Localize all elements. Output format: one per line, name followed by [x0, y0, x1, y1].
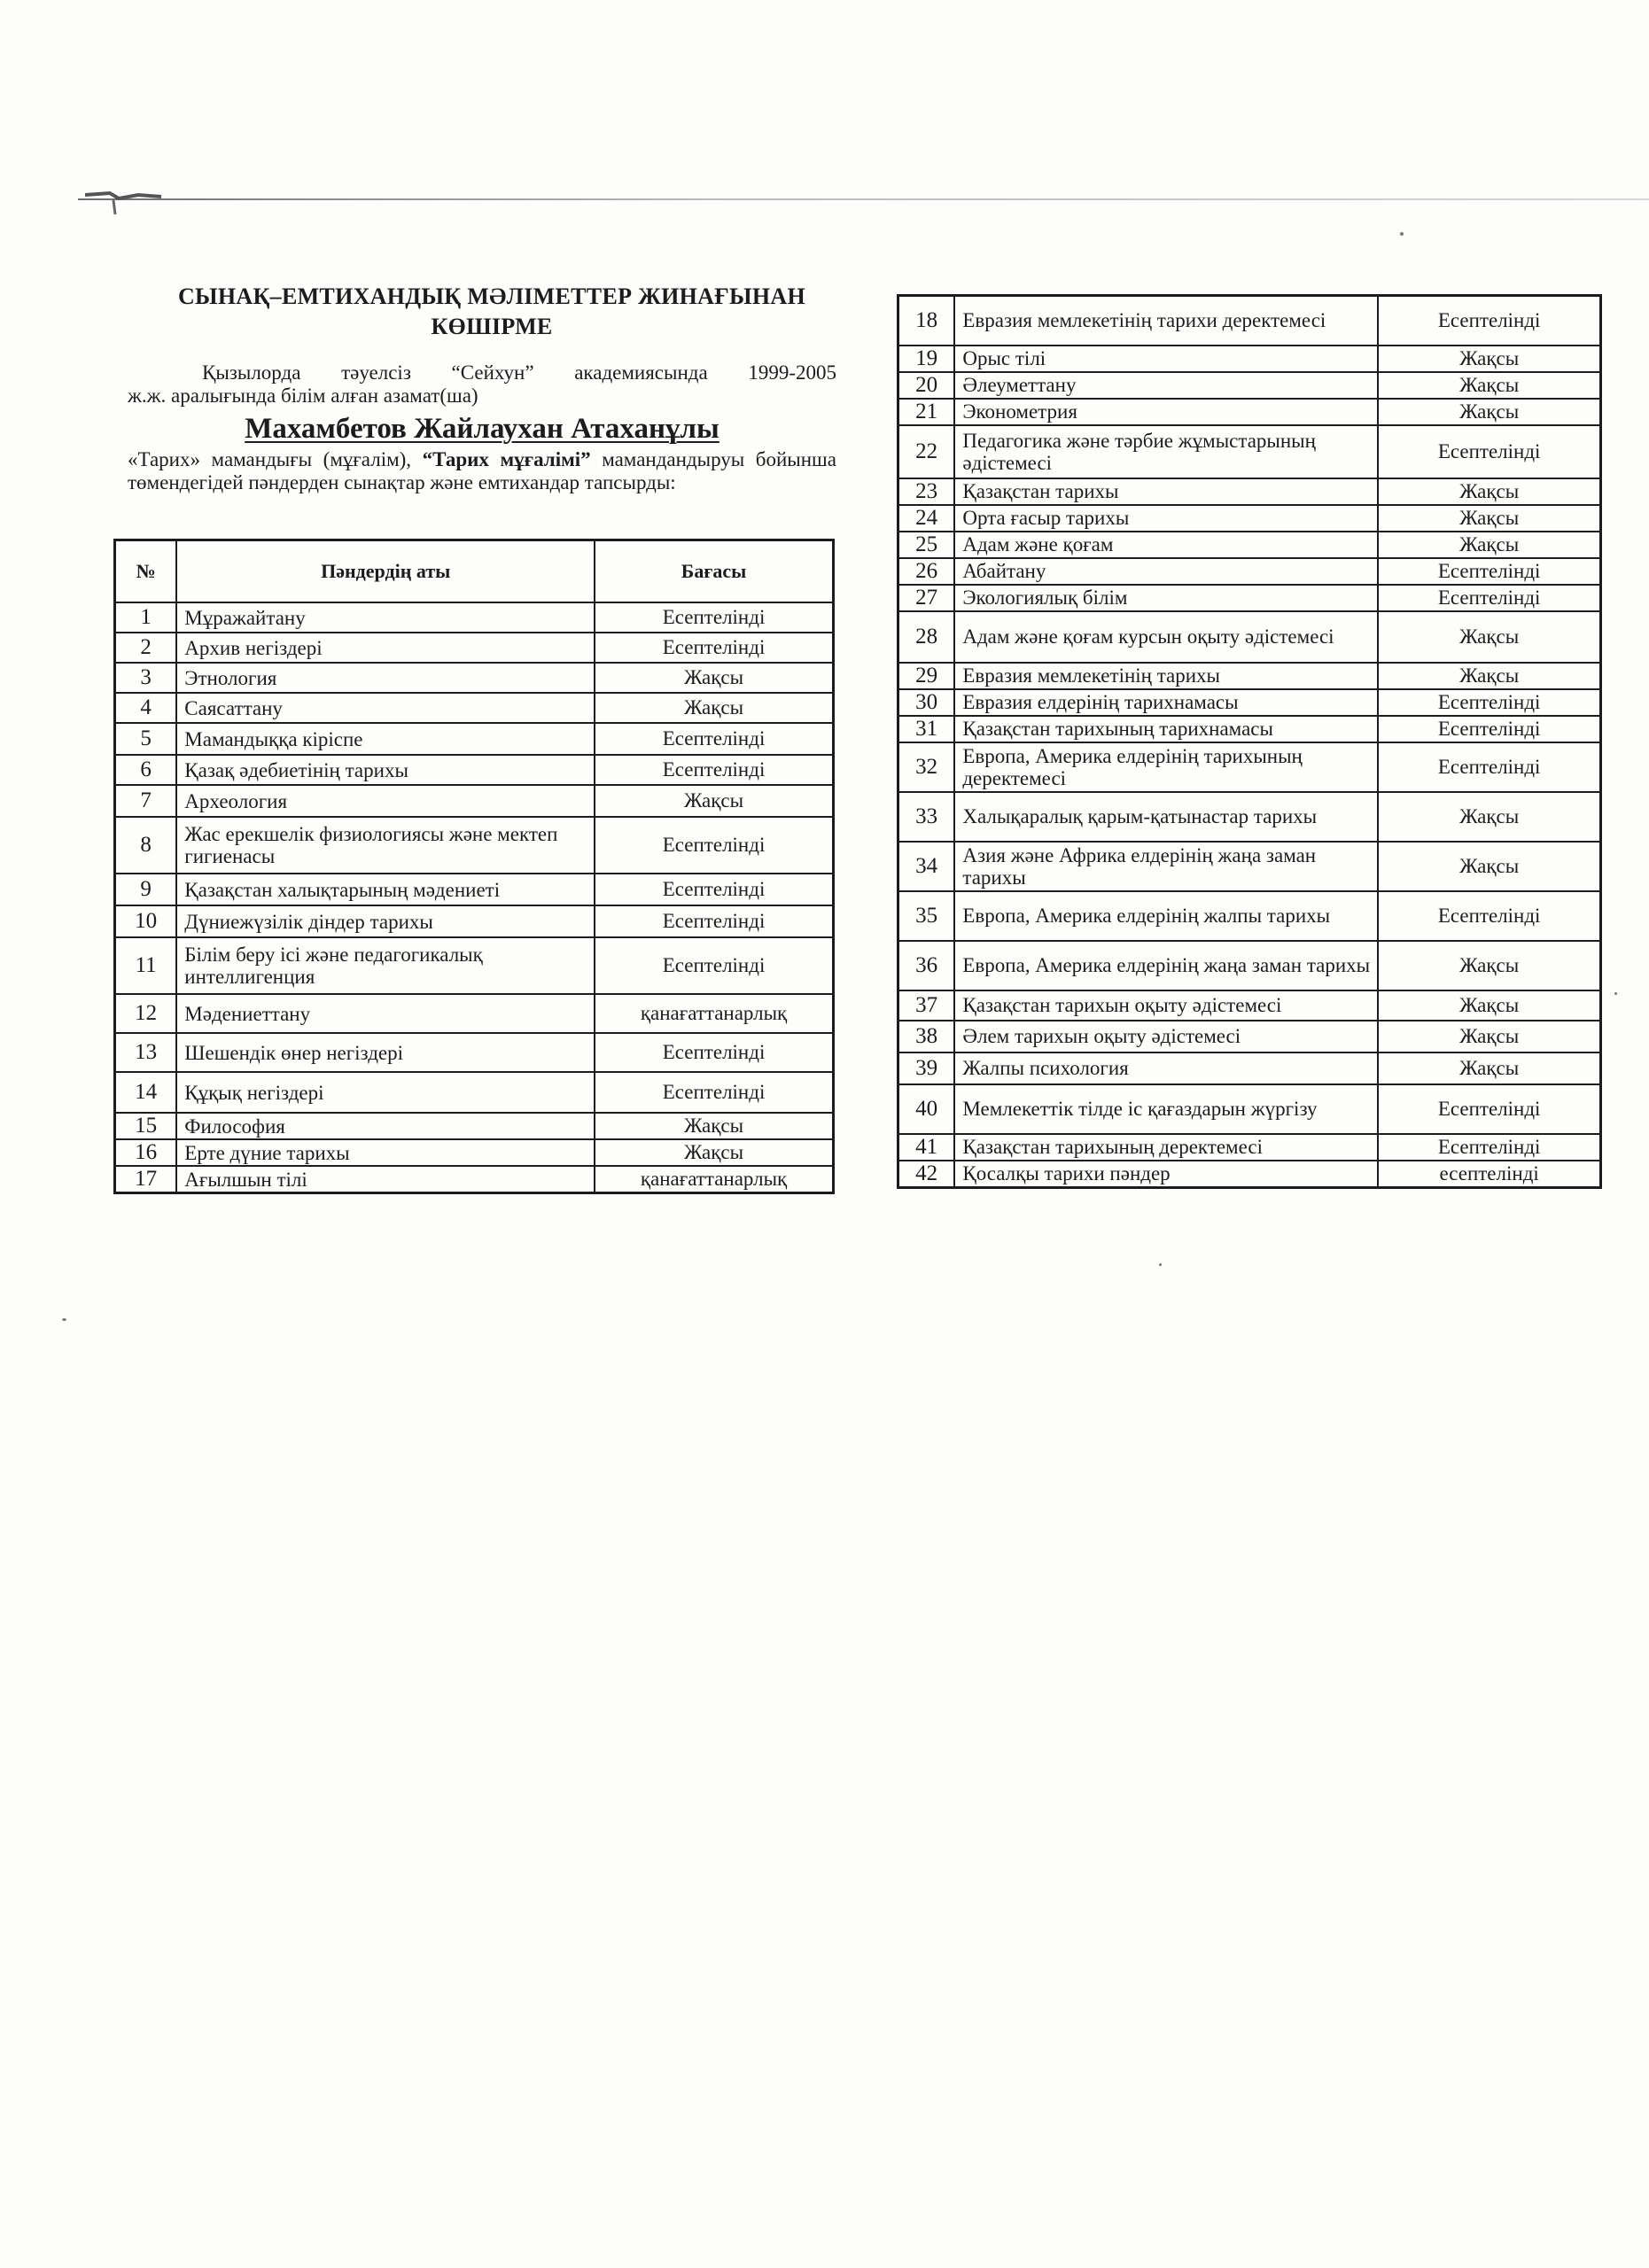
row-subject: Дүниежүзілік діндер тарихы — [176, 905, 595, 937]
row-grade: есептелінді — [1378, 1161, 1600, 1188]
row-subject: Қазақстан тарихы — [954, 478, 1378, 505]
row-grade: Есептелінді — [595, 723, 833, 755]
row-subject: Әлем тарихын оқыту әдістемесі — [954, 1021, 1378, 1052]
row-subject: Жалпы психология — [954, 1052, 1378, 1084]
row-grade: Жақсы — [1378, 611, 1600, 663]
row-subject: Білім беру ісі және педагогикалық интеллигенция — [176, 937, 595, 994]
row-grade: Жақсы — [1378, 1052, 1600, 1084]
header-grade: Бағасы — [595, 540, 833, 603]
table-row — [898, 532, 1601, 558]
row-grade: қанағаттанарлық — [595, 994, 833, 1033]
row-number: 15 — [115, 1113, 177, 1139]
table-row — [115, 1139, 834, 1166]
table-row — [898, 891, 1601, 941]
student-name: Махамбетов Жайлаухан Атаханұлы — [245, 413, 719, 445]
row-subject: Шешендік өнер негіздері — [176, 1033, 595, 1072]
row-subject: Европа, Америка елдерінің тарихының деректемесі — [954, 742, 1378, 792]
row-grade: Жақсы — [1378, 505, 1600, 532]
table-row — [115, 693, 834, 723]
row-grade: қанағаттанарлық — [595, 1166, 833, 1193]
row-grade: Есептелінді — [595, 905, 833, 937]
row-grade: Есептелінді — [595, 602, 833, 633]
row-subject: Құқық негіздері — [176, 1072, 595, 1113]
row-number: 34 — [898, 842, 955, 891]
row-number: 41 — [898, 1134, 955, 1161]
intro-block — [128, 361, 836, 494]
table-row — [898, 611, 1601, 663]
row-subject: Абайтану — [954, 558, 1378, 585]
table-row — [115, 723, 834, 755]
intro-line-1: Қызылорда тәуелсіз “Сейхун” академиясында 1999-2005 — [202, 361, 836, 384]
row-subject: Қазақ әдебиетінің тарихы — [176, 755, 595, 785]
row-subject: Архив негіздері — [176, 633, 595, 663]
row-grade: Есептелінді — [1378, 742, 1600, 792]
row-number: 23 — [898, 478, 955, 505]
row-number: 11 — [115, 937, 177, 994]
specialty-part-2: мамандандыруы бойынша төмендегідей пәндерден сынақтар және емтихандар тапсырды: — [128, 448, 836, 493]
row-grade: Есептелінді — [1378, 585, 1600, 611]
table-row — [898, 399, 1601, 425]
header-num: № — [115, 540, 177, 603]
row-subject: Европа, Америка елдерінің жаңа заман тарихы — [954, 941, 1378, 990]
row-number: 35 — [898, 891, 955, 941]
table-row — [898, 990, 1601, 1021]
row-number: 26 — [898, 558, 955, 585]
row-grade: Жақсы — [1378, 792, 1600, 842]
row-number: 22 — [898, 425, 955, 478]
row-subject: Қазақстан тарихының деректемесі — [954, 1134, 1378, 1161]
row-subject: Философия — [176, 1113, 595, 1139]
table-row — [115, 1072, 834, 1113]
row-grade: Есептелінді — [595, 633, 833, 663]
row-grade: Жақсы — [1378, 532, 1600, 558]
row-grade: Есептелінді — [1378, 891, 1600, 941]
row-grade: Жақсы — [595, 663, 833, 693]
row-subject: Жас ерекшелік физиологиясы және мектеп гигиенасы — [176, 817, 595, 874]
row-subject: Мәдениеттану — [176, 994, 595, 1033]
row-subject: Қосалқы тарихи пәндер — [954, 1161, 1378, 1188]
table-row — [115, 602, 834, 633]
row-grade: Жақсы — [1378, 346, 1600, 372]
table-row — [898, 792, 1601, 842]
row-grade: Есептелінді — [595, 755, 833, 785]
scan-speck — [1614, 992, 1617, 995]
table-row — [898, 585, 1601, 611]
table-row — [115, 785, 834, 817]
table-row — [898, 689, 1601, 716]
row-subject: Евразия мемлекетінің тарихы — [954, 663, 1378, 689]
table-header-row — [115, 540, 834, 603]
row-number: 37 — [898, 990, 955, 1021]
table-row — [898, 663, 1601, 689]
row-number: 12 — [115, 994, 177, 1033]
table-row — [115, 1166, 834, 1193]
table-row — [898, 478, 1601, 505]
row-number: 5 — [115, 723, 177, 755]
row-number: 30 — [898, 689, 955, 716]
row-number: 33 — [898, 792, 955, 842]
row-grade: Есептелінді — [595, 1072, 833, 1113]
table-row — [115, 663, 834, 693]
row-number: 20 — [898, 372, 955, 399]
row-grade: Есептелінді — [595, 937, 833, 994]
row-grade: Жақсы — [1378, 663, 1600, 689]
row-number: 21 — [898, 399, 955, 425]
row-number: 39 — [898, 1052, 955, 1084]
table-row — [898, 346, 1601, 372]
row-number: 16 — [115, 1139, 177, 1166]
grades-table-right — [897, 294, 1602, 1189]
row-number: 32 — [898, 742, 955, 792]
row-grade: Есептелінді — [595, 817, 833, 874]
row-grade: Есептелінді — [1378, 689, 1600, 716]
row-number: 24 — [898, 505, 955, 532]
table-row — [115, 755, 834, 785]
scan-speck — [1400, 232, 1404, 236]
table-row — [115, 1113, 834, 1139]
row-subject: Евразия мемлекетінің тарихи деректемесі — [954, 296, 1378, 346]
row-number: 13 — [115, 1033, 177, 1072]
row-number: 4 — [115, 693, 177, 723]
table-row — [898, 1084, 1601, 1134]
row-number: 29 — [898, 663, 955, 689]
row-grade: Жақсы — [1378, 941, 1600, 990]
row-number: 6 — [115, 755, 177, 785]
row-number: 2 — [115, 633, 177, 663]
scan-speck — [1159, 1263, 1162, 1266]
row-number: 28 — [898, 611, 955, 663]
row-grade: Жақсы — [1378, 842, 1600, 891]
table-row — [898, 425, 1601, 478]
document-title — [142, 282, 842, 342]
row-grade: Жақсы — [595, 1113, 833, 1139]
row-number: 8 — [115, 817, 177, 874]
row-subject: Мамандыққа кіріспе — [176, 723, 595, 755]
row-grade: Жақсы — [1378, 478, 1600, 505]
row-grade: Жақсы — [595, 693, 833, 723]
row-subject: Адам және қоғам курсын оқыту әдістемесі — [954, 611, 1378, 663]
row-subject: Европа, Америка елдерінің жалпы тарихы — [954, 891, 1378, 941]
row-number: 17 — [115, 1166, 177, 1193]
scan-mark — [83, 190, 163, 216]
specialty-text — [128, 448, 836, 494]
title-line-1: СЫНАҚ–ЕМТИХАНДЫҚ МӘЛІМЕТТЕР ЖИНАҒЫНАН — [177, 284, 805, 309]
table-row — [898, 1161, 1601, 1188]
row-subject: Педагогика және тәрбие жұмыстарының әдістемесі — [954, 425, 1378, 478]
row-number: 31 — [898, 716, 955, 742]
row-subject: Орыс тілі — [954, 346, 1378, 372]
scan-edge-line — [78, 198, 1649, 200]
table-row — [898, 558, 1601, 585]
row-number: 14 — [115, 1072, 177, 1113]
table-row — [898, 716, 1601, 742]
row-subject: Экологиялық білім — [954, 585, 1378, 611]
row-number: 25 — [898, 532, 955, 558]
row-subject: Орта ғасыр тарихы — [954, 505, 1378, 532]
row-subject: Қазақстан тарихының тарихнамасы — [954, 716, 1378, 742]
row-grade: Есептелінді — [595, 874, 833, 905]
row-number: 18 — [898, 296, 955, 346]
row-grade: Есептелінді — [1378, 425, 1600, 478]
row-subject: Ерте дүние тарихы — [176, 1139, 595, 1166]
specialty-part-1: «Тарих» мамандығы (мұғалім), — [128, 448, 423, 470]
row-grade: Жақсы — [1378, 990, 1600, 1021]
intro-line-2: ж.ж. аралығында білім алған азамат(ша) — [128, 384, 478, 407]
row-grade: Жақсы — [595, 785, 833, 817]
row-grade: Жақсы — [595, 1139, 833, 1166]
table-row — [115, 905, 834, 937]
row-subject: Қазақстан халықтарының мәдениеті — [176, 874, 595, 905]
table-row — [898, 505, 1601, 532]
row-subject: Саясаттану — [176, 693, 595, 723]
row-number: 3 — [115, 663, 177, 693]
row-grade: Жақсы — [1378, 372, 1600, 399]
row-grade: Есептелінді — [1378, 1134, 1600, 1161]
row-subject: Азия және Африка елдерінің жаңа заман тарихы — [954, 842, 1378, 891]
table-row — [898, 296, 1601, 346]
row-subject: Халықаралық қарым-қатынастар тарихы — [954, 792, 1378, 842]
table-row — [115, 817, 834, 874]
row-number: 19 — [898, 346, 955, 372]
header-subject: Пәндердің аты — [176, 540, 595, 603]
table-row — [898, 1021, 1601, 1052]
table-row — [898, 842, 1601, 891]
table-row — [115, 1033, 834, 1072]
specialty-bold: “Тарих мұғалімі” — [422, 448, 591, 470]
row-subject: Адам және қоғам — [954, 532, 1378, 558]
row-grade: Есептелінді — [1378, 296, 1600, 346]
row-number: 38 — [898, 1021, 955, 1052]
title-line-2: КӨШІРМЕ — [431, 314, 553, 339]
table-row — [898, 941, 1601, 990]
row-grade: Есептелінді — [1378, 1084, 1600, 1134]
row-subject: Мемлекеттік тілде іс қағаздарын жүргізу — [954, 1084, 1378, 1134]
row-subject: Эконометрия — [954, 399, 1378, 425]
row-number: 7 — [115, 785, 177, 817]
table-row — [115, 633, 834, 663]
row-number: 40 — [898, 1084, 955, 1134]
row-subject: Этнология — [176, 663, 595, 693]
table-row — [898, 1052, 1601, 1084]
table-row — [115, 937, 834, 994]
table-row — [898, 1134, 1601, 1161]
row-number: 10 — [115, 905, 177, 937]
row-number: 36 — [898, 941, 955, 990]
table-row — [898, 372, 1601, 399]
row-number: 9 — [115, 874, 177, 905]
grades-table-left — [113, 539, 835, 1194]
row-number: 27 — [898, 585, 955, 611]
row-grade: Есептелінді — [595, 1033, 833, 1072]
row-grade: Есептелінді — [1378, 716, 1600, 742]
scan-speck — [62, 1318, 66, 1321]
table-row — [115, 994, 834, 1033]
row-subject: Әлеуметтану — [954, 372, 1378, 399]
table-row — [898, 742, 1601, 792]
row-grade: Жақсы — [1378, 1021, 1600, 1052]
row-subject: Ағылшын тілі — [176, 1166, 595, 1193]
table-row — [115, 874, 834, 905]
row-number: 42 — [898, 1161, 955, 1188]
row-subject: Евразия елдерінің тарихнамасы — [954, 689, 1378, 716]
row-grade: Жақсы — [1378, 399, 1600, 425]
row-subject: Қазақстан тарихын оқыту әдістемесі — [954, 990, 1378, 1021]
row-subject: Мұражайтану — [176, 602, 595, 633]
row-number: 1 — [115, 602, 177, 633]
row-subject: Археология — [176, 785, 595, 817]
row-grade: Есептелінді — [1378, 558, 1600, 585]
